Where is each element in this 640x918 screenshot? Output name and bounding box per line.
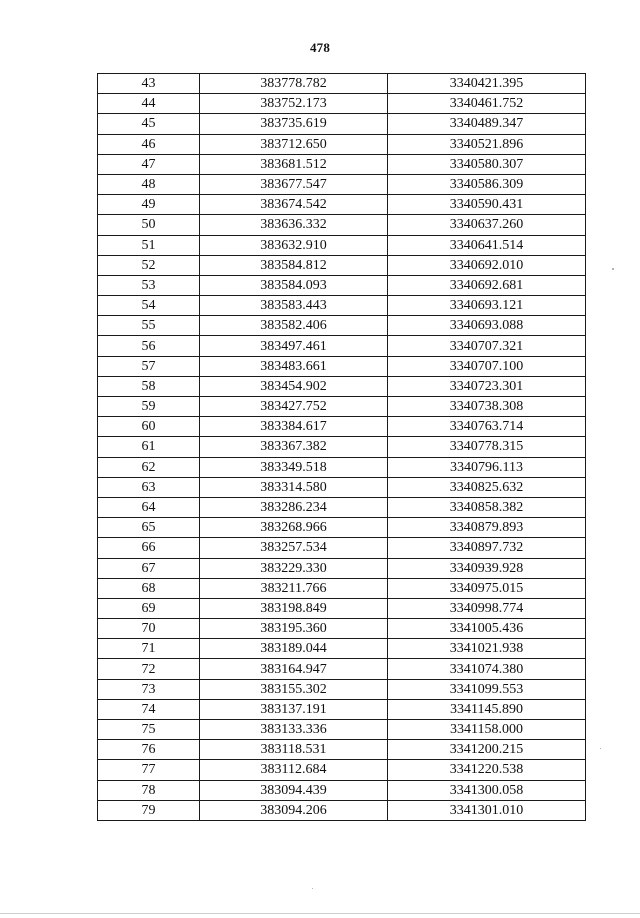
x-coordinate-cell: 383632.910 — [200, 235, 388, 255]
table-row — [98, 94, 586, 114]
point-number-cell: 71 — [98, 639, 200, 659]
table-row — [98, 195, 586, 215]
table-row — [98, 679, 586, 699]
table-row — [98, 639, 586, 659]
y-coordinate-cell: 3340998.774 — [388, 598, 586, 618]
x-coordinate-cell: 383674.542 — [200, 195, 388, 215]
table-row — [98, 457, 586, 477]
x-coordinate-cell: 383427.752 — [200, 397, 388, 417]
x-coordinate-cell: 383155.302 — [200, 679, 388, 699]
x-coordinate-cell: 383189.044 — [200, 639, 388, 659]
x-coordinate-cell: 383198.849 — [200, 598, 388, 618]
y-coordinate-cell: 3340692.681 — [388, 275, 586, 295]
point-number-cell: 75 — [98, 720, 200, 740]
table-row — [98, 154, 586, 174]
table-row — [98, 558, 586, 578]
x-coordinate-cell: 383257.534 — [200, 538, 388, 558]
y-coordinate-cell: 3340693.088 — [388, 316, 586, 336]
table-row — [98, 397, 586, 417]
scan-edge-line — [0, 913, 640, 914]
y-coordinate-cell: 3340858.382 — [388, 497, 586, 517]
y-coordinate-cell: 3340586.309 — [388, 174, 586, 194]
table-row — [98, 598, 586, 618]
y-coordinate-cell: 3340975.015 — [388, 578, 586, 598]
y-coordinate-cell: 3340521.896 — [388, 134, 586, 154]
y-coordinate-cell: 3340763.714 — [388, 417, 586, 437]
x-coordinate-cell: 383133.336 — [200, 720, 388, 740]
point-number-cell: 64 — [98, 497, 200, 517]
table-row — [98, 235, 586, 255]
y-coordinate-cell: 3340738.308 — [388, 397, 586, 417]
table-row — [98, 760, 586, 780]
scan-speck — [312, 888, 313, 889]
y-coordinate-cell: 3340693.121 — [388, 296, 586, 316]
point-number-cell: 68 — [98, 578, 200, 598]
table-row — [98, 336, 586, 356]
y-coordinate-cell: 3340641.514 — [388, 235, 586, 255]
point-number-cell: 51 — [98, 235, 200, 255]
table-row — [98, 356, 586, 376]
x-coordinate-cell: 383367.382 — [200, 437, 388, 457]
coordinate-table-body — [98, 74, 586, 821]
x-coordinate-cell: 383384.617 — [200, 417, 388, 437]
y-coordinate-cell: 3340897.732 — [388, 538, 586, 558]
point-number-cell: 54 — [98, 296, 200, 316]
x-coordinate-cell: 383164.947 — [200, 659, 388, 679]
y-coordinate-cell: 3341220.538 — [388, 760, 586, 780]
table-row — [98, 296, 586, 316]
y-coordinate-cell: 3340723.301 — [388, 376, 586, 396]
x-coordinate-cell: 383497.461 — [200, 336, 388, 356]
x-coordinate-cell: 383584.093 — [200, 275, 388, 295]
table-row — [98, 800, 586, 820]
y-coordinate-cell: 3340778.315 — [388, 437, 586, 457]
point-number-cell: 70 — [98, 619, 200, 639]
x-coordinate-cell: 383229.330 — [200, 558, 388, 578]
point-number-cell: 44 — [98, 94, 200, 114]
x-coordinate-cell: 383681.512 — [200, 154, 388, 174]
table-row — [98, 538, 586, 558]
y-coordinate-cell: 3340590.431 — [388, 195, 586, 215]
table-row — [98, 437, 586, 457]
y-coordinate-cell: 3340939.928 — [388, 558, 586, 578]
y-coordinate-cell: 3340489.347 — [388, 114, 586, 134]
table-row — [98, 275, 586, 295]
table-row — [98, 518, 586, 538]
point-number-cell: 65 — [98, 518, 200, 538]
point-number-cell: 48 — [98, 174, 200, 194]
table-row — [98, 477, 586, 497]
table-row — [98, 497, 586, 517]
table-row — [98, 255, 586, 275]
y-coordinate-cell: 3340692.010 — [388, 255, 586, 275]
point-number-cell: 57 — [98, 356, 200, 376]
scan-speck — [612, 268, 614, 270]
point-number-cell: 59 — [98, 397, 200, 417]
point-number-cell: 58 — [98, 376, 200, 396]
point-number-cell: 72 — [98, 659, 200, 679]
point-number-cell: 50 — [98, 215, 200, 235]
point-number-cell: 60 — [98, 417, 200, 437]
x-coordinate-cell: 383583.443 — [200, 296, 388, 316]
y-coordinate-cell: 3341074.380 — [388, 659, 586, 679]
y-coordinate-cell: 3341301.010 — [388, 800, 586, 820]
point-number-cell: 79 — [98, 800, 200, 820]
y-coordinate-cell: 3340825.632 — [388, 477, 586, 497]
table-row — [98, 578, 586, 598]
y-coordinate-cell: 3341099.553 — [388, 679, 586, 699]
y-coordinate-cell: 3341021.938 — [388, 639, 586, 659]
y-coordinate-cell: 3340707.100 — [388, 356, 586, 376]
point-number-cell: 53 — [98, 275, 200, 295]
x-coordinate-cell: 383778.782 — [200, 74, 388, 94]
x-coordinate-cell: 383483.661 — [200, 356, 388, 376]
table-row — [98, 619, 586, 639]
table-row — [98, 174, 586, 194]
y-coordinate-cell: 3341158.000 — [388, 720, 586, 740]
point-number-cell: 45 — [98, 114, 200, 134]
x-coordinate-cell: 383349.518 — [200, 457, 388, 477]
y-coordinate-cell: 3340580.307 — [388, 154, 586, 174]
x-coordinate-cell: 383094.439 — [200, 780, 388, 800]
point-number-cell: 69 — [98, 598, 200, 618]
table-row — [98, 316, 586, 336]
point-number-cell: 55 — [98, 316, 200, 336]
point-number-cell: 74 — [98, 699, 200, 719]
point-number-cell: 73 — [98, 679, 200, 699]
table-row — [98, 740, 586, 760]
x-coordinate-cell: 383137.191 — [200, 699, 388, 719]
y-coordinate-cell: 3340707.321 — [388, 336, 586, 356]
y-coordinate-cell: 3341200.215 — [388, 740, 586, 760]
point-number-cell: 67 — [98, 558, 200, 578]
point-number-cell: 66 — [98, 538, 200, 558]
point-number-cell: 52 — [98, 255, 200, 275]
point-number-cell: 47 — [98, 154, 200, 174]
point-number-cell: 76 — [98, 740, 200, 760]
x-coordinate-cell: 383582.406 — [200, 316, 388, 336]
y-coordinate-cell: 3340421.395 — [388, 74, 586, 94]
x-coordinate-cell: 383112.684 — [200, 760, 388, 780]
x-coordinate-cell: 383677.547 — [200, 174, 388, 194]
y-coordinate-cell: 3341300.058 — [388, 780, 586, 800]
x-coordinate-cell: 383094.206 — [200, 800, 388, 820]
y-coordinate-cell: 3340461.752 — [388, 94, 586, 114]
x-coordinate-cell: 383268.966 — [200, 518, 388, 538]
table-row — [98, 376, 586, 396]
x-coordinate-cell: 383636.332 — [200, 215, 388, 235]
table-row — [98, 134, 586, 154]
x-coordinate-cell: 383712.650 — [200, 134, 388, 154]
table-row — [98, 780, 586, 800]
point-number-cell: 62 — [98, 457, 200, 477]
coordinate-table — [97, 73, 586, 821]
x-coordinate-cell: 383584.812 — [200, 255, 388, 275]
table-row — [98, 114, 586, 134]
x-coordinate-cell: 383211.766 — [200, 578, 388, 598]
table-row — [98, 659, 586, 679]
scan-speck — [600, 748, 601, 749]
table-row — [98, 74, 586, 94]
table-row — [98, 699, 586, 719]
x-coordinate-cell: 383286.234 — [200, 497, 388, 517]
table-row — [98, 215, 586, 235]
point-number-cell: 63 — [98, 477, 200, 497]
x-coordinate-cell: 383454.902 — [200, 376, 388, 396]
y-coordinate-cell: 3340796.113 — [388, 457, 586, 477]
point-number-cell: 56 — [98, 336, 200, 356]
y-coordinate-cell: 3341005.436 — [388, 619, 586, 639]
x-coordinate-cell: 383118.531 — [200, 740, 388, 760]
point-number-cell: 49 — [98, 195, 200, 215]
point-number-cell: 61 — [98, 437, 200, 457]
point-number-cell: 46 — [98, 134, 200, 154]
point-number-cell: 78 — [98, 780, 200, 800]
x-coordinate-cell: 383195.360 — [200, 619, 388, 639]
point-number-cell: 77 — [98, 760, 200, 780]
table-row — [98, 720, 586, 740]
y-coordinate-cell: 3340637.260 — [388, 215, 586, 235]
x-coordinate-cell: 383314.580 — [200, 477, 388, 497]
page-number: 478 — [309, 40, 331, 55]
y-coordinate-cell: 3341145.890 — [388, 699, 586, 719]
table-row — [98, 417, 586, 437]
x-coordinate-cell: 383735.619 — [200, 114, 388, 134]
x-coordinate-cell: 383752.173 — [200, 94, 388, 114]
point-number-cell: 43 — [98, 74, 200, 94]
y-coordinate-cell: 3340879.893 — [388, 518, 586, 538]
